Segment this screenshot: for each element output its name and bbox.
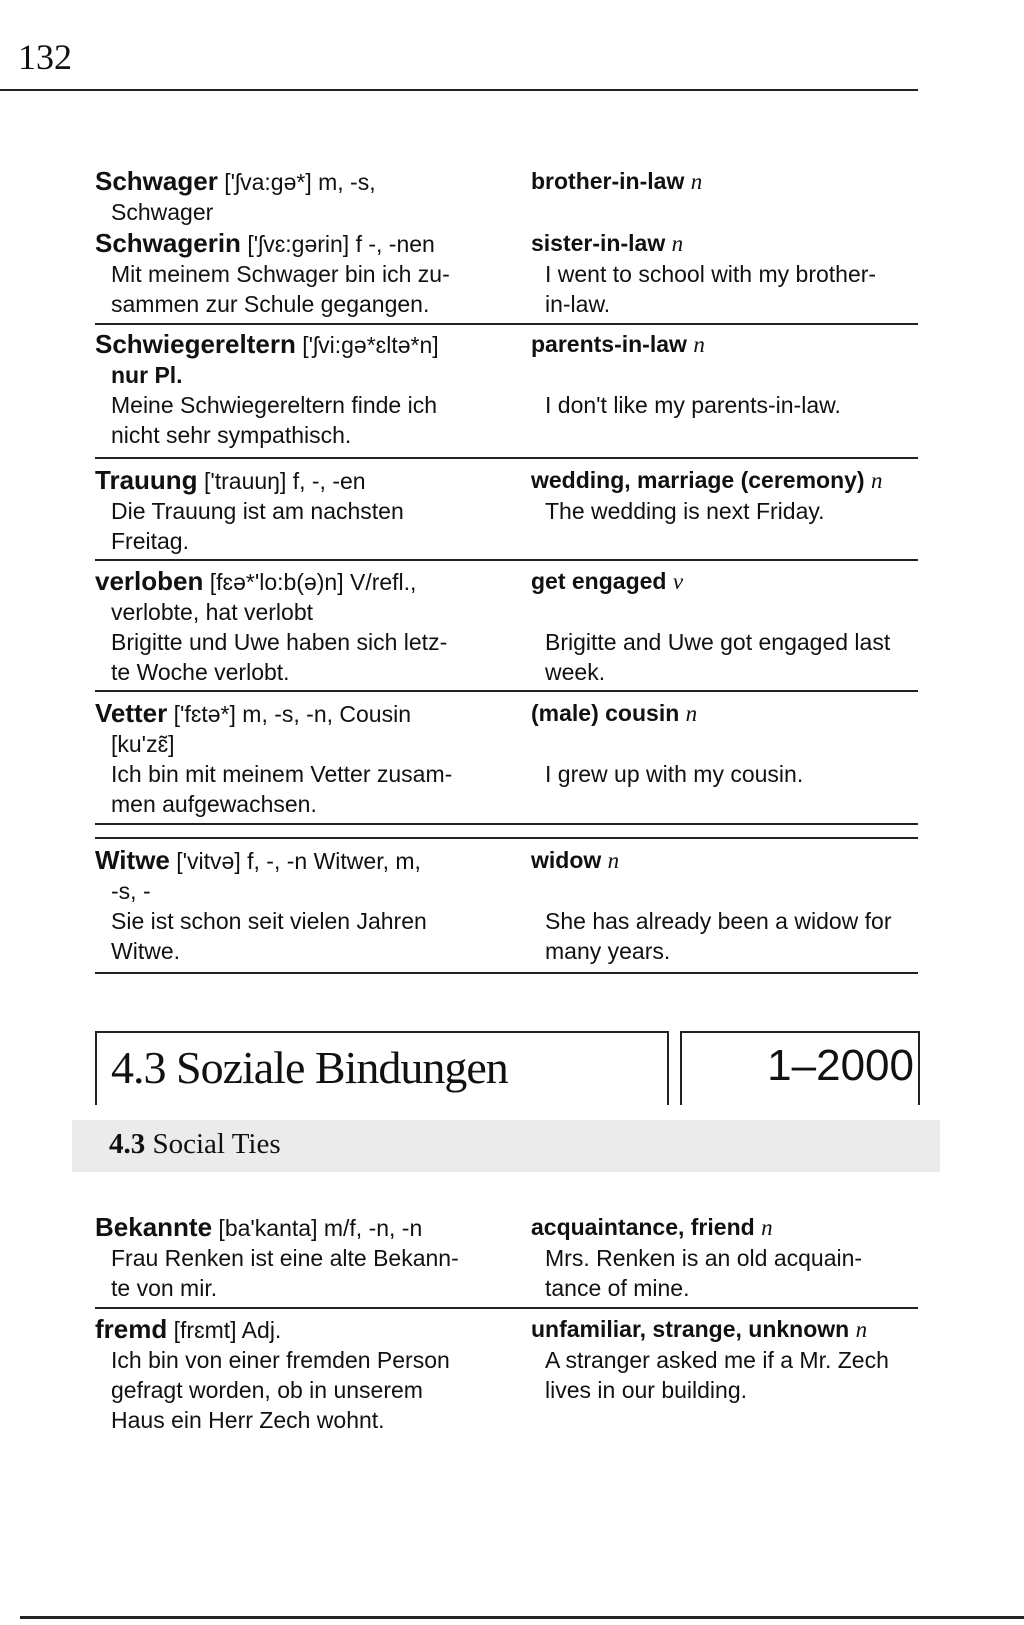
german-example: Die Trauung ist am nachsten bbox=[111, 498, 404, 524]
translation: acquaintance, friend bbox=[531, 1214, 755, 1240]
english-example: I grew up with my cousin. bbox=[545, 761, 804, 787]
page-number: 132 bbox=[18, 37, 72, 77]
german-example: Ich bin mit meinem Vetter zusam- bbox=[111, 761, 453, 787]
english-example: The wedding is next Friday. bbox=[545, 498, 825, 524]
grammar-info: ['ʃva:gə*] m, -s, bbox=[217, 169, 376, 195]
german-example: Witwe. bbox=[111, 938, 180, 964]
part-of-speech: n bbox=[685, 701, 698, 726]
translation: brother-in-law bbox=[531, 168, 685, 194]
translation: sister-in-law bbox=[531, 230, 666, 256]
part-of-speech: n bbox=[607, 848, 620, 873]
grammar-continued: nur Pl. bbox=[111, 362, 183, 388]
german-example: men aufgewachsen. bbox=[111, 791, 317, 817]
grammar-info: ['trauuŋ] f, -, -en bbox=[197, 468, 366, 494]
grammar-continued: [ku'zɛ̃] bbox=[111, 731, 175, 757]
subsection-title: Social Ties bbox=[152, 1128, 281, 1160]
headword: Bekannte bbox=[95, 1212, 213, 1242]
headword: fremd bbox=[95, 1314, 168, 1344]
entry bbox=[95, 228, 918, 319]
section-subtitle-bar bbox=[72, 1120, 940, 1172]
headword: Schwiegereltern bbox=[95, 329, 296, 359]
grammar-info: [fɛə*'lo:b(ə)n] V/refl., bbox=[203, 569, 417, 595]
german-example: Mit meinem Schwager bin ich zu- bbox=[111, 261, 450, 287]
entry-divider bbox=[95, 559, 918, 561]
headword: Schwager bbox=[95, 166, 218, 196]
headword: Schwagerin bbox=[95, 228, 241, 258]
header-rule bbox=[0, 89, 918, 91]
entry-divider bbox=[95, 837, 918, 839]
section-title-box bbox=[95, 1031, 669, 1105]
headword: verloben bbox=[95, 566, 204, 596]
entry bbox=[95, 1314, 918, 1435]
entry-divider bbox=[95, 972, 918, 974]
german-example: te Woche verlobt. bbox=[111, 659, 290, 685]
grammar-continued: -s, - bbox=[111, 878, 151, 904]
entry-divider bbox=[95, 323, 918, 325]
german-example: Meine Schwiegereltern finde ich bbox=[111, 392, 438, 418]
translation: parents-in-law bbox=[531, 331, 687, 357]
headword: Trauung bbox=[95, 465, 198, 495]
english-example: Brigitte and Uwe got engaged last bbox=[545, 629, 891, 655]
footer-rule bbox=[20, 1616, 1024, 1619]
english-example: tance of mine. bbox=[545, 1275, 690, 1301]
entry-divider bbox=[95, 457, 918, 459]
section-header bbox=[95, 1031, 918, 1107]
german-example: Frau Renken ist eine alte Bekann- bbox=[111, 1245, 459, 1271]
translation: (male) cousin bbox=[531, 700, 680, 726]
grammar-info: [ba'kanta] m/f, -n, -n bbox=[212, 1215, 423, 1241]
part-of-speech: v bbox=[672, 569, 684, 594]
entry bbox=[95, 1212, 918, 1303]
german-example: nicht sehr sympathisch. bbox=[111, 422, 352, 448]
headword: Witwe bbox=[95, 845, 170, 875]
german-example: Freitag. bbox=[111, 528, 189, 554]
part-of-speech: n bbox=[693, 332, 705, 357]
german-example: te von mir. bbox=[111, 1275, 218, 1301]
grammar-info: [frɛmt] Adj. bbox=[167, 1317, 282, 1343]
english-example: week. bbox=[545, 659, 606, 685]
part-of-speech: n bbox=[671, 231, 684, 256]
headword: Vetter bbox=[95, 698, 168, 728]
english-example: lives in our building. bbox=[545, 1377, 748, 1403]
entry bbox=[95, 166, 918, 227]
part-of-speech: n bbox=[855, 1317, 868, 1342]
entry bbox=[95, 566, 918, 687]
english-example: I don't like my parents-in-law. bbox=[545, 392, 841, 418]
translation: unfamiliar, strange, unknown bbox=[531, 1316, 850, 1342]
english-example: A stranger asked me if a Mr. Zech bbox=[545, 1347, 889, 1373]
section-range: 1–2000 bbox=[767, 1041, 914, 1090]
english-example: She has already been a widow for bbox=[545, 908, 892, 934]
part-of-speech: n bbox=[690, 169, 703, 194]
german-example: Ich bin von einer fremden Person bbox=[111, 1347, 450, 1373]
translation: widow bbox=[531, 847, 602, 873]
grammar-continued: Schwager bbox=[111, 199, 214, 225]
entry bbox=[95, 845, 918, 966]
translation: get engaged bbox=[531, 568, 667, 594]
translation: wedding, marriage (ceremony) bbox=[531, 467, 865, 493]
subsection-number: 4.3 bbox=[109, 1128, 146, 1160]
part-of-speech: n bbox=[761, 1215, 773, 1240]
grammar-info: ['ʃvi:gə*ɛltə*n] bbox=[295, 332, 439, 358]
english-example: I went to school with my brother- bbox=[545, 261, 877, 287]
grammar-info: ['ʃvɛ:gərin] f -, -nen bbox=[240, 231, 435, 257]
german-example: sammen zur Schule gegangen. bbox=[111, 291, 430, 317]
english-example: Mrs. Renken is an old acquain- bbox=[545, 1245, 863, 1271]
german-example: Sie ist schon seit vielen Jahren bbox=[111, 908, 427, 934]
entry bbox=[95, 465, 918, 556]
german-example: Brigitte und Uwe haben sich letz- bbox=[111, 629, 448, 655]
entry-divider bbox=[95, 1307, 918, 1309]
english-example: in-law. bbox=[545, 291, 611, 317]
english-example: many years. bbox=[545, 938, 671, 964]
grammar-info: ['fɛtə*] m, -s, -n, Cousin bbox=[167, 701, 411, 727]
part-of-speech: n bbox=[870, 468, 883, 493]
entry-divider bbox=[95, 690, 918, 692]
entry bbox=[95, 329, 918, 450]
entry-divider bbox=[95, 823, 918, 825]
german-example: Haus ein Herr Zech wohnt. bbox=[111, 1407, 385, 1433]
section-range-box bbox=[680, 1031, 920, 1105]
german-example: gefragt worden, ob in unserem bbox=[111, 1377, 423, 1403]
grammar-info: ['vitvə] f, -, -n Witwer, m, bbox=[169, 848, 421, 874]
grammar-continued: verlobte, hat verlobt bbox=[111, 599, 314, 625]
section-title: 4.3 Soziale Bindungen bbox=[111, 1042, 508, 1093]
entry bbox=[95, 698, 918, 819]
